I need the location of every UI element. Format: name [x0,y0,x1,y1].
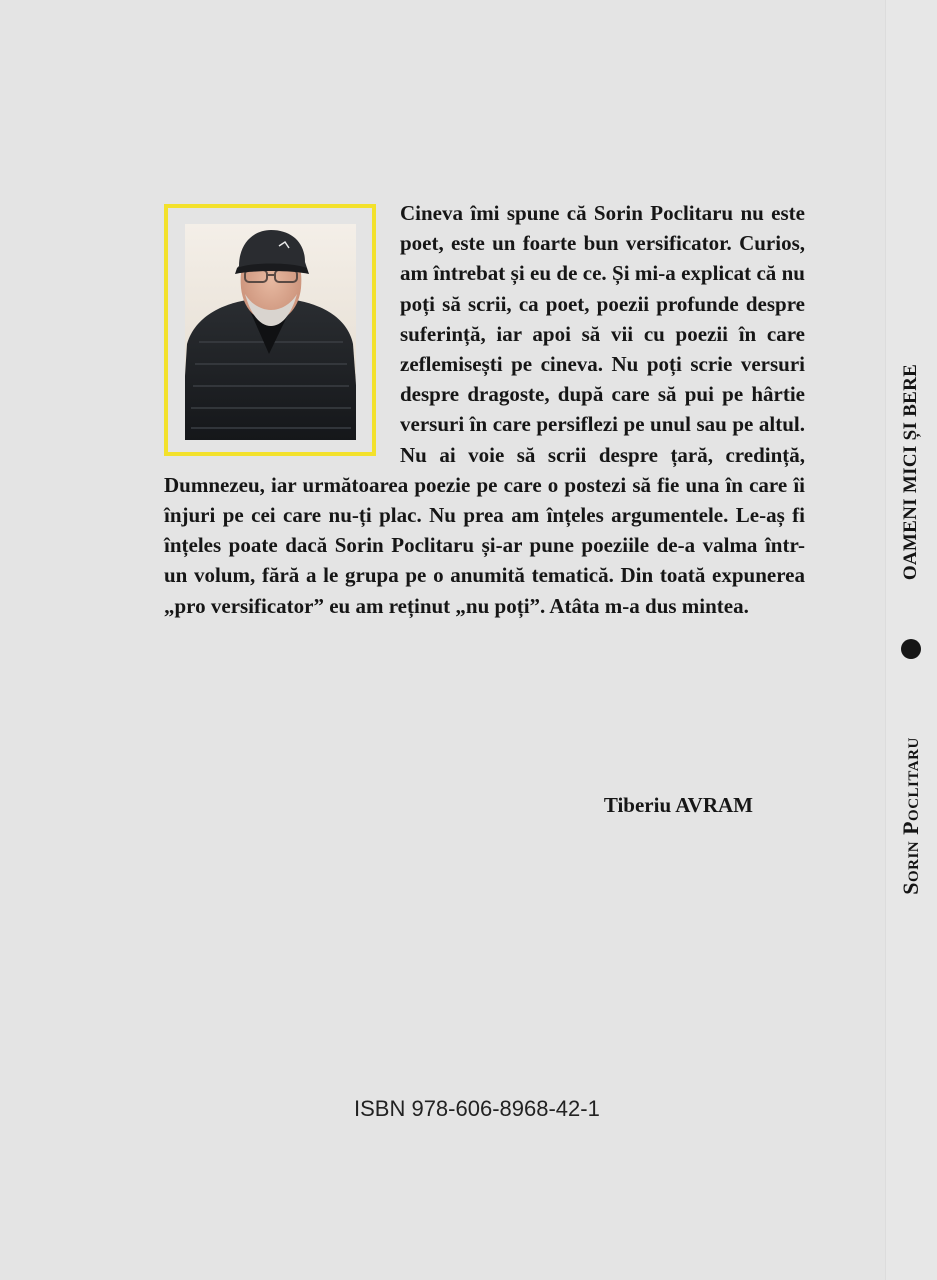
blurb-signature: Tiberiu AVRAM [603,793,753,817]
spine-title: OAMENI MICI ȘI BERE [900,363,921,581]
blurb-paragraph [164,198,805,621]
spine-separator-dot [901,639,921,659]
blurb-text: Cineva îmi spune că Sorin Poclitaru nu este poet, este un foarte bun versificator. Curios, am întrebat și eu de ce. Și mi-a explicat că nu poți să scrii, ca poet, poezii profunde despre suferință, iar apoi să vii cu poezii în care zeflemisești pe cineva. Nu poți scrie versuri despre dragoste, după care să pui pe hârtie versuri în care persiflezi pe unul sau pe altul. Nu ai voie să scrii despre țară, credință, Dumnezeu, iar următoarea poezie pe care o postezi să fie una în care îi înjuri pe cei care nu-ți plac. Nu prea am înțeles argumentele. Le-aș fi înțeles poate dacă Sorin Poclitaru și-ar pune poeziile de-a valma într-un volum, fără a le grupa pe o anumită tematică. Din toată expunerea „pro versificator” eu am reținut „nu poți”. Atâta m-a dus mintea. [164,201,805,618]
isbn-label: ISBN 978-606-8968-42-1 [354,1096,600,1121]
spine-author: Sorin Poclitaru [898,737,923,895]
photo-text-wrap-spacer [164,198,400,454]
